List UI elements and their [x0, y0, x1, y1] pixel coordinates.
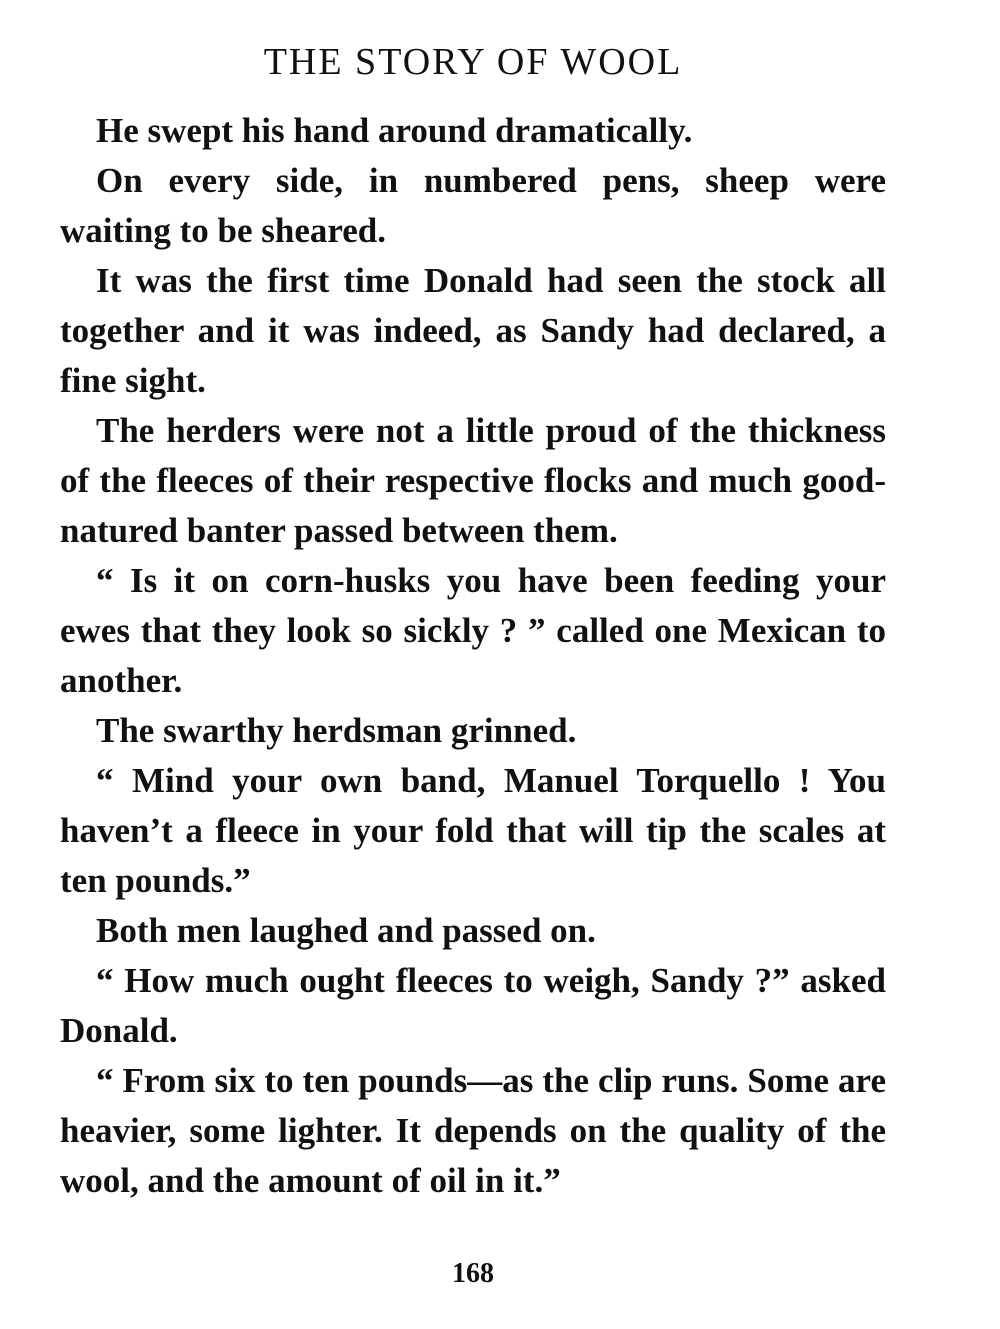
body-text	[60, 106, 886, 1206]
paragraph: The herders were not a little proud of the thickness of the fleeces of their respective flocks and much good-natured banter passed between them.	[60, 411, 886, 550]
paragraph: The swarthy herdsman grinned.	[96, 711, 577, 750]
paragraph: He swept his hand around dramatically.	[96, 111, 693, 150]
page-number: 168	[452, 1258, 494, 1289]
running-head: THE STORY OF WOOL	[263, 41, 683, 83]
paragraph: “ How much ought fleeces to weigh, Sandy ?” asked Donald.	[60, 961, 886, 1050]
paragraph: It was the first time Donald had seen the stock all together and it was indeed, as Sandy had declared, a fine sight.	[60, 261, 886, 400]
paragraph: “ Mind your own band, Manuel Torquello ! You haven’t a fleece in your fold that will tip the scales at ten pounds.”	[60, 761, 886, 900]
paragraph: “ Is it on corn-husks you have been feeding your ewes that they look so sickly ? ” called one Mexican to another.	[60, 561, 886, 700]
paragraph: “ From six to ten pounds—as the clip runs. Some are heavier, some lighter. It depends on the quality of the wool, and the amount of oil in it.”	[60, 1061, 886, 1200]
book-page	[60, 38, 886, 1298]
paragraph: Both men laughed and passed on.	[96, 911, 596, 950]
paragraph: On every side, in numbered pens, sheep were waiting to be sheared.	[60, 161, 886, 250]
